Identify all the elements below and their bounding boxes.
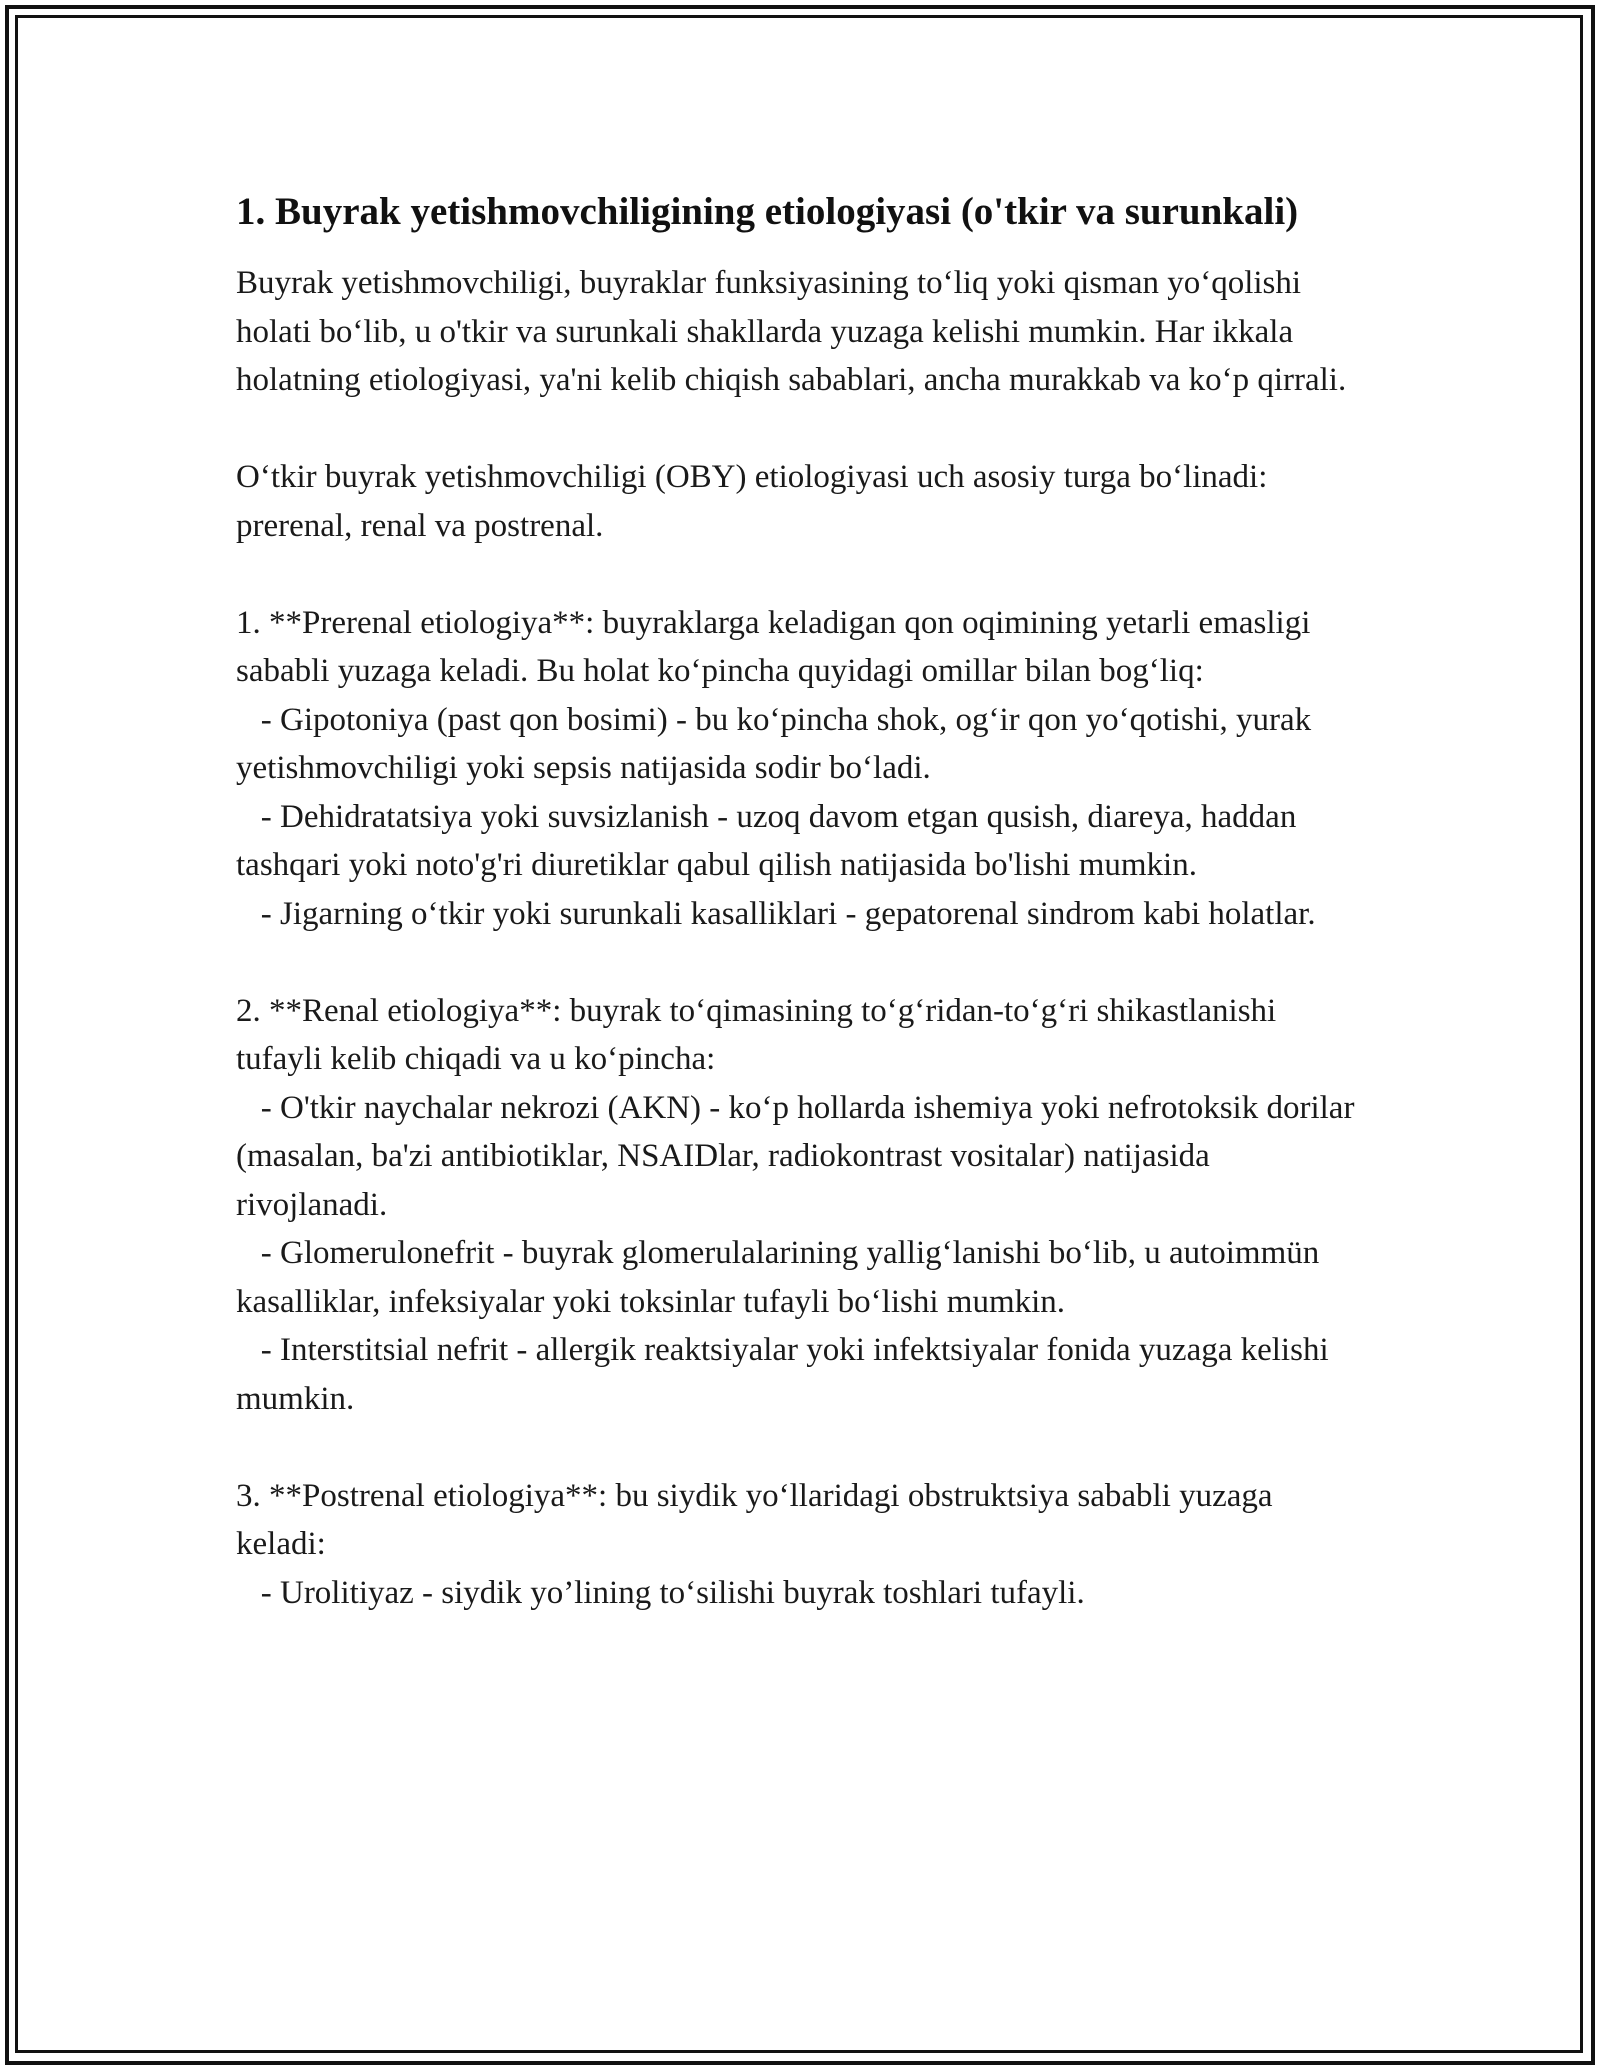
paragraph-gap — [236, 938, 1356, 987]
renal-item: - Interstitsial nefrit - allergik reaktsiyalar yoki infektsiyalar fonida yuzaga kelishi mumkin. — [236, 1332, 1337, 1417]
prerenal-item: - Dehidratatsiya yoki suvsizlanish - uzoq davom etgan qusish, diareya, haddan tashqari yoki noto'g'ri diuretiklar qabul qilish natijasida bo'lishi mumkin. — [236, 798, 1305, 883]
prerenal-section — [236, 599, 1356, 939]
prerenal-item: - Jigarning o‘tkir yoki surunkali kasalliklari - gepatorenal sindrom kabi holatlar. — [236, 895, 1316, 932]
document-body — [236, 187, 1363, 1617]
renal-item: - O'tkir naychalar nekrozi (AKN) - ko‘p hollarda ishemiya yoki nefrotoksik dorilar (masalan, ba'zi antibiotiklar, NSAIDlar, radiokontrast vositalar) natijasida rivojlanadi. — [236, 1089, 1363, 1223]
renal-heading: 2. **Renal etiologiya**: buyrak to‘qimasining to‘g‘ridan-to‘g‘ri shikastlanishi tufayli kelib chiqadi va u ko‘pincha: — [236, 992, 1285, 1077]
document-title: 1. Buyrak yetishmovchiligining etiologiyasi (o'tkir va surunkali) — [236, 190, 1299, 233]
prerenal-item: - Gipotoniya (past qon bosimi) - bu ko‘pincha shok, og‘ir qon yo‘qotishi, yurak yetishmovchiligi yoki sepsis natijasida sodir bo‘ladi. — [236, 701, 1320, 786]
renal-item: - Glomerulonefrit - buyrak glomerulalarining yallig‘lanishi bo‘lib, u autoimmün kasalliklar, infeksiyalar yoki toksinlar tufayli bo‘lishi mumkin. — [236, 1235, 1328, 1320]
postrenal-section — [236, 1472, 1356, 1618]
prerenal-heading: 1. **Prerenal etiologiya**: buyraklarga keladigan qon oqimining yetarli emasligi sababli yuzaga keladi. Bu holat ko‘pincha quyidagi omillar bilan bog‘liq: — [236, 604, 1319, 689]
renal-section — [236, 987, 1363, 1424]
intro-paragraph: Buyrak yetishmovchiligi, buyraklar funksiyasining to‘liq yoki qisman yo‘qolishi holati bo‘lib, u o'tkir va surunkali shakllarda yuzaga kelishi mumkin. Har ikkala holatning etiologiyasi, ya'ni kelib chiqish sabablari, ancha murakkab va ko‘p qirrali. — [236, 265, 1347, 398]
postrenal-heading: 3. **Postrenal etiologiya**: bu siydik yo‘llaridagi obstruktsiya sababli yuzaga keladi: — [236, 1477, 1281, 1562]
paragraph-gap — [236, 405, 1356, 454]
oby-intro-paragraph: O‘tkir buyrak yetishmovchiligi (OBY) etiologiyasi uch asosiy turga bo‘linadi: prerenal, renal va postrenal. — [236, 459, 1276, 544]
paragraph-gap — [236, 550, 1356, 599]
postrenal-item: - Urolitiyaz - siydik yo’lining to‘silishi buyrak toshlari tufayli. — [236, 1574, 1085, 1611]
paragraph-gap — [236, 1423, 1356, 1472]
